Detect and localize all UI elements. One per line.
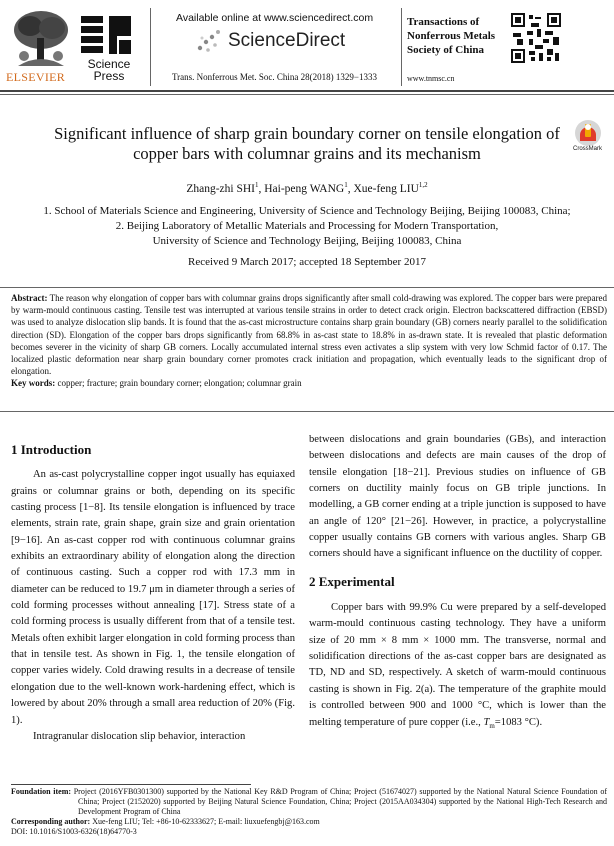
- abstract-bottom-rule: [0, 411, 614, 412]
- author-list: Zhang-zhi SHI$^1$, Hai-peng WANG$^1$, Xue-feng LIU$^{1,2}$: [186, 181, 428, 195]
- header-rule: [0, 90, 614, 92]
- corresponding-author: [11, 817, 607, 827]
- foundation-label: Foundation item:: [11, 787, 72, 796]
- journal-url[interactable]: www.tnmsc.cn: [407, 74, 455, 83]
- available-online-text[interactable]: Available online at www.sciencedirect.com: [176, 12, 374, 24]
- elsevier-wordmark: ELSEVIER: [6, 70, 66, 84]
- author-name: Zhang-zhi SHI: [186, 182, 255, 195]
- science-press-logo: [79, 14, 135, 62]
- right-column: [309, 432, 606, 734]
- science-press-wordmark: [84, 58, 134, 82]
- foundation-text: Project (2016YFB0301300) supported by the National Key R&D Program of China; Project (51674027) supported by the National Natural Science Foundation of China; Project (2152020) supported by Beijing Natural Science Foundation, China; Project (2015AA034304) supported by the National High-Tech Research and Development Program of China: [73, 787, 608, 816]
- sciencedirect-wordmark: ScienceDirect: [228, 30, 346, 51]
- crossmark-label: CrossMark: [573, 146, 603, 152]
- section-heading: 2 Experimental: [309, 573, 395, 589]
- affiliation-line: University of Science and Technology Beijing, Beijing 100083, China: [152, 235, 462, 247]
- author-name: Xue-feng LIU: [353, 182, 419, 195]
- abstract-top-rule: [0, 287, 614, 288]
- paragraph-text-end: =1083 °C).: [494, 716, 543, 728]
- author-affil-sup: 1: [344, 181, 348, 189]
- header-divider-right: [401, 8, 402, 86]
- abstract-label: Abstract:: [11, 293, 48, 303]
- keywords-text: copper; fracture; grain boundary corner; elongation; columnar grain: [57, 378, 302, 389]
- qr-code-icon: [511, 13, 561, 63]
- symbol-sub-m: m: [489, 721, 495, 730]
- press-word-2: Press: [93, 69, 125, 83]
- elsevier-tree-logo: [8, 8, 74, 72]
- foundation-note: [11, 787, 607, 817]
- affiliation-line: 2. Beijing Laboratory of Metallic Materials and Processing for Modern Transportation,: [115, 220, 499, 232]
- header-divider-left: [150, 8, 151, 86]
- footnotes: [11, 787, 607, 837]
- header-rule-thin: [0, 94, 614, 95]
- paragraph-text: Copper bars with 99.9% Cu were prepared by a self-developed warm-mould continuous casting technology. They have a uniform size of 20 mm × 8 mm × 1000 mm. The transverse, normal and solidification directions of the as-cast copper bars are designated as TD, ND and SD, respectively. A sketch of warm-mould continuous casting is shown in Fig. 2(a). The temperature of the graphite mould is controlled between 900 and 1000 °C, which is lower than the melting temperature of pure copper (i.e.,: [309, 602, 606, 728]
- journal-name: [407, 15, 495, 57]
- journal-name-line-1: Transactions of: [407, 16, 480, 28]
- article-title: [0, 124, 614, 164]
- journal-citation: Trans. Nonferrous Met. Soc. China 28(2018) 1329−1333: [172, 72, 377, 82]
- journal-name-line-3: Society of China: [407, 44, 484, 56]
- symbol-t: T: [483, 716, 490, 728]
- abstract-text: The reason why elongation of copper bars with columnar grains drops significantly after small cold-drawing was explored. The copper bars were prepared by warm-mould continuous casting. Tensile test was interrupted at various tensile strains in order to detect crack origin. Electron backscattered diffraction (EBSD) was used to analyze dislocation slip bands. It is found that the as-cast microstructure contains sharp grain boundary (GB) corners nearly parallel to the solidification direction (SD). Elongation of the copper bars drops significantly from 68.8% in as-cast state to 18.8% in as-drawn state. It is revealed that plastic deformation becomes severer in the vicinity of sharp GB corners. Locally accumulated internal stress even activates a slip system with very low Schmid factor of 0.17. The localized plastic deformation near sharp grain boundary corner promotes crack initiation and propagation, which eventually leads to the significant drop of elongation.: [11, 293, 607, 377]
- keywords: [11, 377, 607, 389]
- paragraph: [309, 600, 606, 734]
- author-name: Hai-peng WANG: [264, 182, 345, 195]
- author-affil-sup: 1: [255, 181, 259, 189]
- keywords-label: Key words:: [11, 378, 56, 389]
- doi[interactable]: DOI: 10.1016/S1003-6326(18)64770-3: [11, 827, 137, 836]
- corresponding-label: Corresponding author:: [11, 817, 91, 826]
- left-column: [11, 442, 295, 745]
- article-title-line-1: Significant influence of sharp grain boundary corner on tensile elongation of: [54, 124, 560, 143]
- journal-name-line-2: Nonferrous Metals: [407, 30, 496, 42]
- paragraph: An as-cast polycrystalline copper ingot usually has equiaxed grains or columnar grains or both, depending on its specific casting process [1−8]. Its tensile elongation is influenced by trace elements, strain rate, grain shape, grain size and grain orientation [9−16]. An as-cast copper rod with continuous columnar grains exhibits an extraordinary ability of elongation along the direction of continuous casting. Such a copper rod with 17.3 mm in diameter can be reduced to 19.7 μm in diameter through a series of cold forming processes without annealing [17]. Stress state of a cold forming process is usually different from that of a tensile test. Metals often exhibit larger elongation in cold forming process than that in tensile test. As shown in Fig. 1, the tensile elongation of copper varies widely. Cold drawing results in a decrease of tensile elongation due to the well-known work-hardening effect, which is lowered by about 20% through a small area reduction of 20% (Fig. 1).: [11, 469, 295, 726]
- affiliations: [0, 204, 614, 249]
- section-heading: 1 Introduction: [11, 442, 92, 457]
- received-dates: Received 9 March 2017; accepted 18 September 2017: [188, 256, 426, 268]
- abstract: [11, 292, 607, 390]
- paragraph: Intragranular dislocation slip behavior, interaction: [33, 730, 246, 742]
- corresponding-text: Xue-feng LIU; Tel: +86-10-62333627; E-mail: liuxuefengbj@163.com: [92, 817, 320, 826]
- article-title-line-2: copper bars with columnar grains and its mechanism: [133, 144, 481, 163]
- paragraph: between dislocations and grain boundaries (GBs), and interaction between dislocations and defects are main causes of the drop of tensile elongation [18−21]. Previous studies on influence of GB corners on ductility mainly focus on GB triple junctions. In modelling, a GB corner ending at a triple junction is supposed to have an angle of 120° [21−26]. However, in practice, a polycrystalline copper usually contains GB corners with various angles. Sharp GB corners should have a significant influence on the ductility of copper.: [309, 434, 606, 560]
- press-word-1: Science: [87, 57, 131, 71]
- author-affil-sup: 1,2: [418, 181, 428, 189]
- crossmark-icon[interactable]: [574, 119, 602, 147]
- sciencedirect-dots-icon: [196, 28, 222, 54]
- footnote-rule: [11, 784, 251, 785]
- affiliation-line: 1. School of Materials Science and Engineering, University of Science and Technology Beijing, Beijing 100083, China;: [43, 205, 571, 217]
